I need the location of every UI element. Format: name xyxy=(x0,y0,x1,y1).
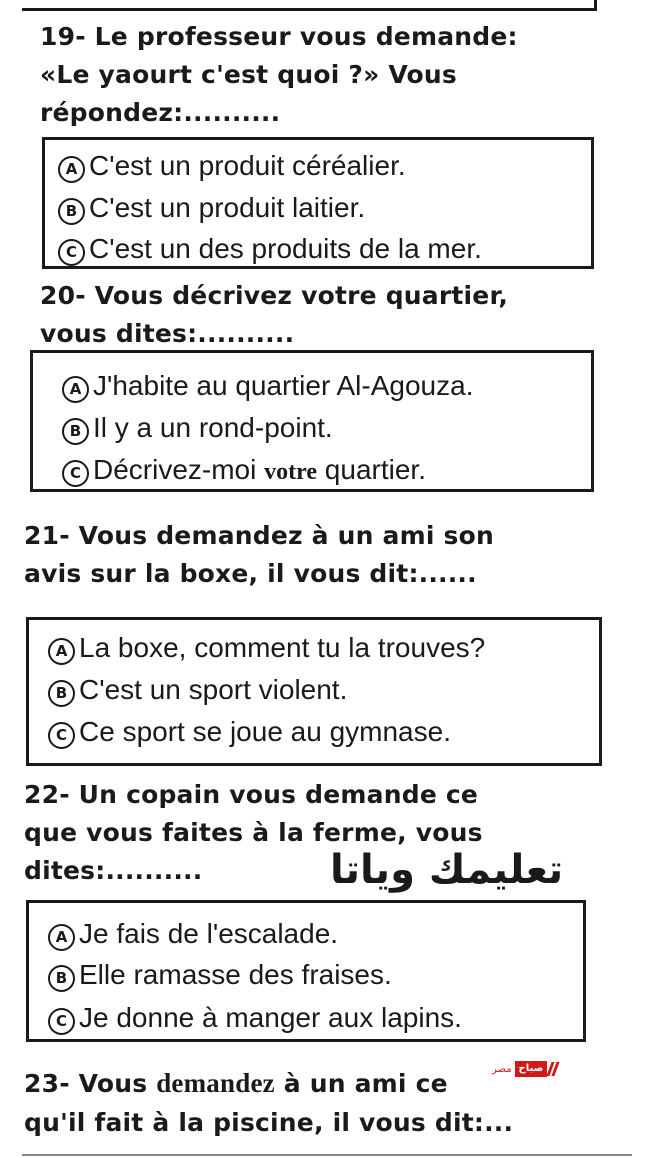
option-text: J'habite au quartier Al-Agouza. xyxy=(93,370,474,401)
option-text: Je donne à manger aux lapins. xyxy=(79,1002,462,1033)
option-20-b[interactable] xyxy=(62,414,333,445)
option-text: C'est un produit céréalier. xyxy=(89,150,406,181)
option-text: C'est un sport violent. xyxy=(79,674,348,705)
site-logo xyxy=(492,1060,557,1078)
option-text: Il y a un rond-point. xyxy=(93,412,333,443)
question-line: «Le yaourt c'est quoi ?» Vous xyxy=(40,60,457,89)
option-text: La boxe, comment tu la trouves? xyxy=(79,632,486,663)
watermark-text: تعليمك وياتا xyxy=(330,847,564,893)
previous-box-edge xyxy=(22,0,597,11)
option-22-a[interactable] xyxy=(48,920,338,951)
circle-letter-icon: A xyxy=(48,638,75,665)
circle-letter-icon: C xyxy=(48,1008,75,1035)
option-text: Je fais de l'escalade. xyxy=(79,918,339,949)
circle-letter-icon: B xyxy=(48,680,75,707)
option-21-a[interactable] xyxy=(48,634,485,665)
question-line: qu'il fait à la piscine, il vous dit:... xyxy=(24,1108,514,1138)
option-21-b[interactable] xyxy=(48,676,347,707)
option-20-a[interactable] xyxy=(62,372,473,403)
option-text: Elle ramasse des fraises. xyxy=(79,959,392,990)
option-20-c[interactable] xyxy=(62,456,426,487)
circle-letter-icon: B xyxy=(58,198,85,225)
option-22-c[interactable] xyxy=(48,1004,462,1035)
circle-letter-icon: A xyxy=(48,924,75,951)
question-line: 19- Le professeur vous demande: xyxy=(40,22,518,51)
question-line: dites:.......... xyxy=(24,856,203,885)
circle-letter-icon: A xyxy=(58,156,85,183)
option-19-a[interactable] xyxy=(58,152,406,183)
question-text: à un ami ce xyxy=(283,1069,448,1098)
question-text-serif: demandez xyxy=(156,1068,275,1098)
question-line: vous dites:.......... xyxy=(40,319,295,348)
option-19-c[interactable] xyxy=(58,235,482,266)
option-text: Décrivez-moi xyxy=(93,454,257,485)
question-text: 23- Vous xyxy=(24,1069,148,1098)
bottom-divider xyxy=(22,1154,632,1156)
circle-letter-icon: B xyxy=(62,418,89,445)
question-line: 22- Un copain vous demande ce xyxy=(24,780,479,809)
option-text-serif: votre xyxy=(264,459,318,485)
question-line: avis sur la boxe, il vous dit:...... xyxy=(24,559,477,588)
circle-letter-icon: A xyxy=(62,376,89,403)
option-text: Ce sport se joue au gymnase. xyxy=(79,716,451,747)
circle-letter-icon: B xyxy=(48,965,75,992)
option-text: C'est un des produits de la mer. xyxy=(89,233,482,264)
option-text: C'est un produit laitier. xyxy=(89,192,366,223)
option-19-b[interactable] xyxy=(58,194,365,225)
question-line: que vous faites à la ferme, vous xyxy=(24,818,483,847)
logo-small-text: مصر xyxy=(492,1063,512,1075)
circle-letter-icon: C xyxy=(62,460,89,487)
circle-letter-icon: C xyxy=(58,239,85,266)
question-line xyxy=(24,1063,513,1104)
question-23 xyxy=(24,1063,513,1142)
option-21-c[interactable] xyxy=(48,718,451,749)
circle-letter-icon: C xyxy=(48,722,75,749)
question-20 xyxy=(40,277,508,353)
question-line: répondez:.......... xyxy=(40,98,281,127)
option-text: quartier. xyxy=(324,454,426,485)
logo-badge: صباح xyxy=(515,1061,548,1077)
question-21 xyxy=(24,517,494,593)
option-22-b[interactable] xyxy=(48,961,392,992)
question-line: 20- Vous décrivez votre quartier, xyxy=(40,281,509,310)
question-line: 21- Vous demandez à un ami son xyxy=(24,521,495,550)
question-19 xyxy=(40,18,518,132)
